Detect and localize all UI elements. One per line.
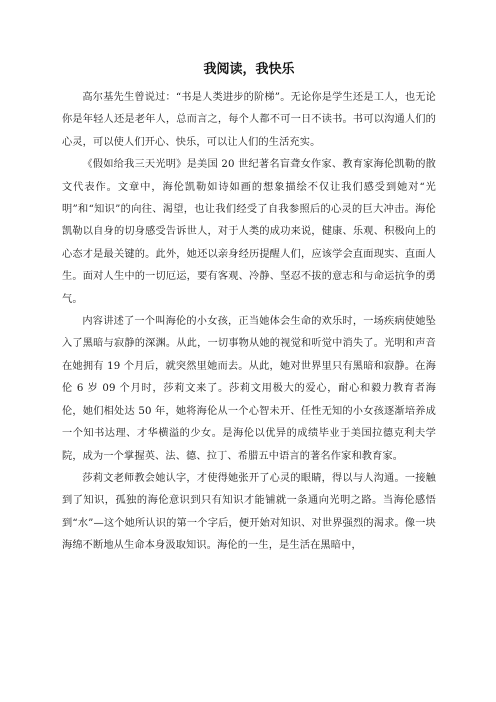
paragraph-2: 《假如给我三天光明》是美国 20 世纪著名盲聋女作家、教育家海伦凯勒的散文代表作。文章中，海伦凯勒如诗如画的想象描绘不仅让我们感受到她对“光明”和“知识”的向往、渴望，也让我们经受了自我参照后的心灵的巨大冲击。海伦凯勒以自身的切身感受告诉世人，对于人类的成功来说，健康、乐观、积极向上的心态才是最关键的。此外，她还以亲身经历提醒人们，应该学会直面现实、直面人生。面对人生中的一切厄运，要有客观、冷静、坚忍不拔的意志和与命运抗争的勇气。 — [62, 159, 436, 305]
document-title: 我阅读，我快乐 — [203, 62, 295, 77]
document-page — [62, 62, 436, 558]
paragraph-3: 内容讲述了一个叫海伦的小女孩，正当她体会生命的欢乐时，一场疾病使她坠入了黑暗与寂静的深渊。从此，一切事物从她的视觉和听觉中消失了。光明和声音在她拥有 19 个月后，就突然里她而去。从此，她对世界里只有黑暗和寂静。在海伦 6 岁 09 个月时，莎莉文来了。莎莉文用极大的爱心，耐心和毅力教育者海伦，她们相处达 50 年，她将海伦从一个心智未开、任性无知的小女孩逐渐培养成一个知书达理、才华横溢的少女。是海伦以优异的成绩毕业于美国拉德克利夫学院，成为一个掌握英、法、德、拉丁、希腊五中语言的著名作家和教育家。 — [62, 316, 436, 462]
paragraph-4: 莎莉文老师教会她认字，才使得她张开了心灵的眼睛，得以与人沟通。一接触到了知识，孤独的海伦意识到只有知识才能铺就一条通向光明之路。当海伦感悟到“水”—这个她所认识的第一个字后，便开始对知识、对世界强烈的渴求。像一块海绵不断地从生命本身汲取知识。海伦的一生，是生活在黑暗中， — [62, 472, 436, 552]
paragraph-1: 高尔基先生曾说过：“书是人类进步的阶梯”。无论你是学生还是工人，也无论你是年轻人还是老年人，总而言之，每个人都不可一日不读书。书可以沟通人们的心灵，可以使人们开心、快乐，可以让人们的生活充实。 — [62, 92, 436, 148]
